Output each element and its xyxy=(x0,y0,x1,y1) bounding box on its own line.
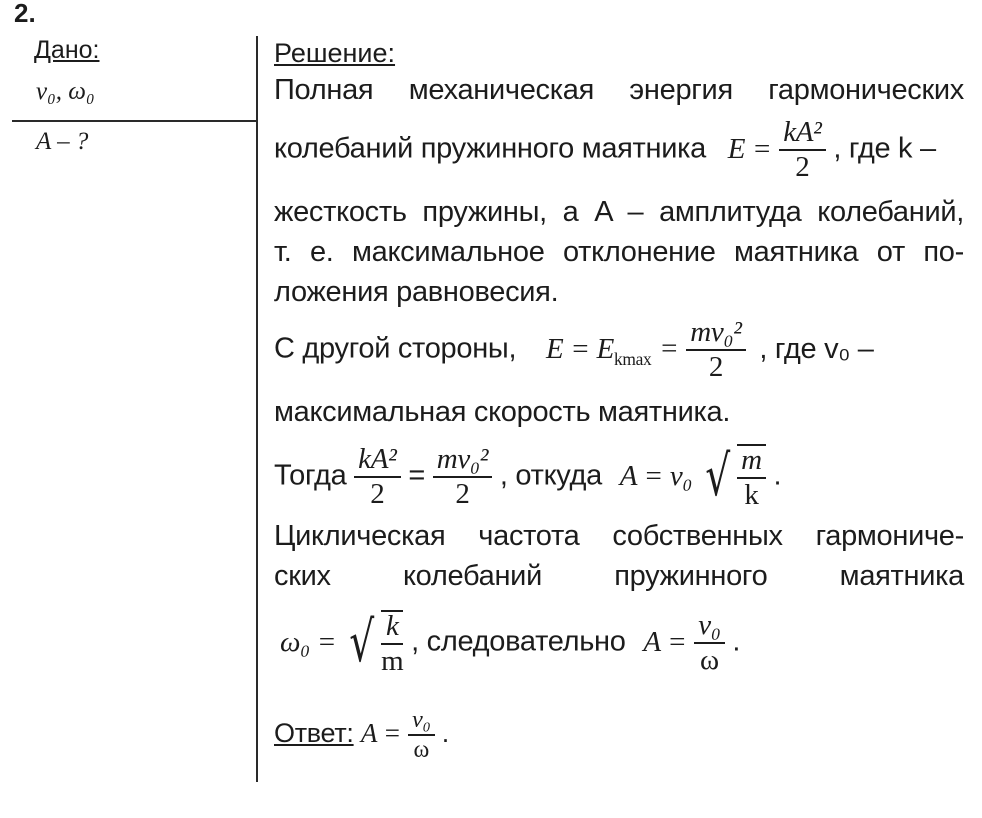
column-divider xyxy=(256,36,258,782)
line8-end: . xyxy=(773,459,782,492)
m-over-k-numerator: m xyxy=(737,446,766,479)
then-right-denominator: 2 xyxy=(455,478,470,510)
solution-title: Решение: xyxy=(274,38,396,68)
sqrt-m-over-k xyxy=(700,444,766,510)
solution-line-2 xyxy=(274,118,964,182)
line11-end: . xyxy=(732,625,741,658)
energy-denominator: 2 xyxy=(795,151,810,183)
answer-label: Ответ: xyxy=(274,718,354,749)
sqrt-sign-icon: √ xyxy=(705,444,731,509)
then-equals: = xyxy=(408,459,425,492)
m-over-k-denominator: k xyxy=(744,479,759,511)
solution-line-8 xyxy=(274,444,964,510)
energy-kmax xyxy=(545,332,652,369)
kinetic-numerator: mv₀² xyxy=(686,318,745,351)
sqrt-sign-icon: √ xyxy=(349,610,375,675)
line8-mid: , откуда xyxy=(499,459,602,492)
line6-text: С другой стороны, xyxy=(274,332,517,365)
answer-line xyxy=(274,708,964,762)
answer-end: . xyxy=(441,718,449,749)
v0-over-omega-fraction xyxy=(694,611,724,675)
amplitude-expression: A = v₀ xyxy=(619,459,693,492)
kmax-subscript: kmax xyxy=(613,348,652,369)
problem-number: 2. xyxy=(14,0,36,28)
line2-text: колебаний пружинного маятника xyxy=(274,132,707,165)
line2-tail: , где k – xyxy=(833,132,936,165)
then-fraction-right xyxy=(433,445,492,509)
k-over-m-denominator: m xyxy=(381,645,404,677)
v0-over-omega-denominator: ω xyxy=(700,644,719,676)
solution-line-4: т. е. максимальное отклонение маятника от по- xyxy=(274,236,964,268)
line11-mid: , следовательно xyxy=(411,625,626,658)
find-value: A – ? xyxy=(36,128,89,155)
equals-sign: = xyxy=(659,332,679,365)
line6-tail: , где v₀ – xyxy=(759,332,874,365)
then-left-denominator: 2 xyxy=(370,478,385,510)
kinetic-denominator: 2 xyxy=(708,351,724,383)
k-over-m-numerator: k xyxy=(381,612,403,645)
solution-line-6 xyxy=(274,318,964,382)
solution-line-10: ских колебаний пружинного маятника xyxy=(274,560,964,592)
kinetic-fraction xyxy=(686,318,745,382)
energy-fraction xyxy=(779,118,825,182)
amplitude-omega: A = xyxy=(643,625,687,658)
energy-kmax-main: E = E xyxy=(545,332,614,365)
solution-line-5: ложения равновесия. xyxy=(274,276,559,308)
solution-line-3: жесткость пружины, а A – амплитуда колебаний, xyxy=(274,196,964,228)
answer-numerator: v₀ xyxy=(408,708,434,736)
given-divider xyxy=(12,120,258,122)
given-title: Дано: xyxy=(34,36,100,64)
v0-over-omega-numerator: v₀ xyxy=(694,611,724,644)
then-right-numerator: mv₀² xyxy=(433,445,492,478)
answer-fraction xyxy=(408,708,434,762)
solution-line-9: Циклическая частота собственных гармониче- xyxy=(274,520,964,552)
then-left-numerator: kA² xyxy=(354,445,400,478)
line8-text: Тогда xyxy=(274,459,347,492)
answer-expression: A = xyxy=(360,718,401,749)
k-over-m-fraction xyxy=(381,612,403,676)
sqrt-k-over-m xyxy=(344,610,403,676)
answer-denominator: ω xyxy=(413,737,430,763)
m-over-k-fraction xyxy=(737,446,766,510)
solution-line-11 xyxy=(274,610,964,676)
energy-symbol: E = xyxy=(727,132,772,165)
solution-line-1: Полная механическая энергия гармонических xyxy=(274,74,964,106)
energy-numerator: kA² xyxy=(779,118,825,151)
then-fraction-left xyxy=(354,445,400,509)
given-values: v₀, ω₀ xyxy=(36,78,95,105)
solution-line-7: максимальная скорость маятника. xyxy=(274,396,731,428)
omega-expression: ω₀ = xyxy=(280,625,337,658)
